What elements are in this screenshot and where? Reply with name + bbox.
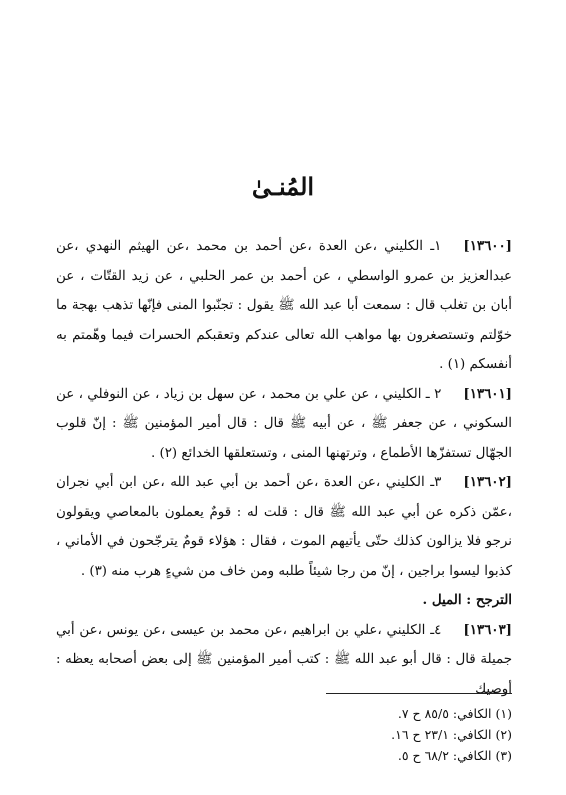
- hadith-number: [١٣٦٠٣]: [463, 621, 512, 638]
- footnote: (١) الكافي: ٨٥/٥ ح ٧.: [397, 706, 512, 721]
- hadith-text: ١ـ الكليني ،عن العدة ،عن أحمد بن محمد ،عن الهيثم النهدي ،عن عبدالعزيز بن عمرو الواسطي ، عن أحمد بن عمر الحلبي ، عن زيد القتّات ، عن أبان بن تغلب قال : سمعت أبا عبد الله ﷺ يقول : تجنّبوا المنى فإنّها تذهب بهجة ما خوّلتم وتستصغرون بها مواهب الله تعالى عندكم وتعقبكم الحسرات فيما وهّمتم به أنفسكم (١) .: [56, 239, 512, 372]
- hadith-entry: [56, 232, 512, 380]
- hadith-entry: [56, 468, 512, 586]
- hadith-number: [١٣٦٠٢]: [463, 474, 512, 490]
- hadith-text: ٤ـ الكليني ،علي بن ابراهيم ،عن محمد بن عيسى ،عن يونس ،عن أبي جميلة قال : قال أبو عبد الله ﷺ : كتب أمير المؤمنين ﷺ إلى بعض أصحابه يعظه : أوصيك: [56, 622, 512, 697]
- glossary-note: الترجح : الميل .: [422, 592, 512, 608]
- hadith-entry: [56, 616, 512, 705]
- page-body: [56, 232, 512, 704]
- footnote: (٢) الكافي: ٢٣/١ ح ١٦.: [391, 727, 512, 742]
- chapter-title: المُنـىٰ: [251, 172, 315, 201]
- hadith-number: [١٣٦٠٠]: [463, 238, 512, 254]
- footnotes: [300, 703, 512, 766]
- hadith-text: ٢ ـ الكليني ، عن علي بن محمد ، عن سهل بن زياد ، عن النوفلي ، عن السكوني ، عن جعفر ﷺ ، عن أبيه ﷺ قال : قال أمير المؤمنين ﷺ : إنّ قلوب الجهّال تستفزّها الأطماع ، وترتهنها المنى ، وتستعلقها الخدائع (٢) .: [56, 386, 512, 461]
- hadith-number: [١٣٦٠١]: [463, 385, 512, 402]
- footnote: (٣) الكافي: ٦٨/٢ ح ٥.: [397, 748, 512, 763]
- hadith-text: ٣ـ الكليني ،عن العدة ،عن أحمد بن أبي عبد الله ،عن ابن أبي نجران ،عمّن ذكره عن أبي عبد الله ﷺ قال : قلت له : قومٌ يعملون بالمعاصي ويقولون نرجو فلا يزالون كذلك حتّى يأتيهم الموت ، فقال : هؤلاء قومٌ يترجّحون في الأماني ، كذبوا ليسوا براجين ، إنّ من رجا شيئاً طلبه ومن خاف من شيءٍ هرب منه (٣) .: [56, 475, 512, 579]
- footnote-divider: [326, 693, 512, 694]
- hadith-entry: [56, 380, 512, 469]
